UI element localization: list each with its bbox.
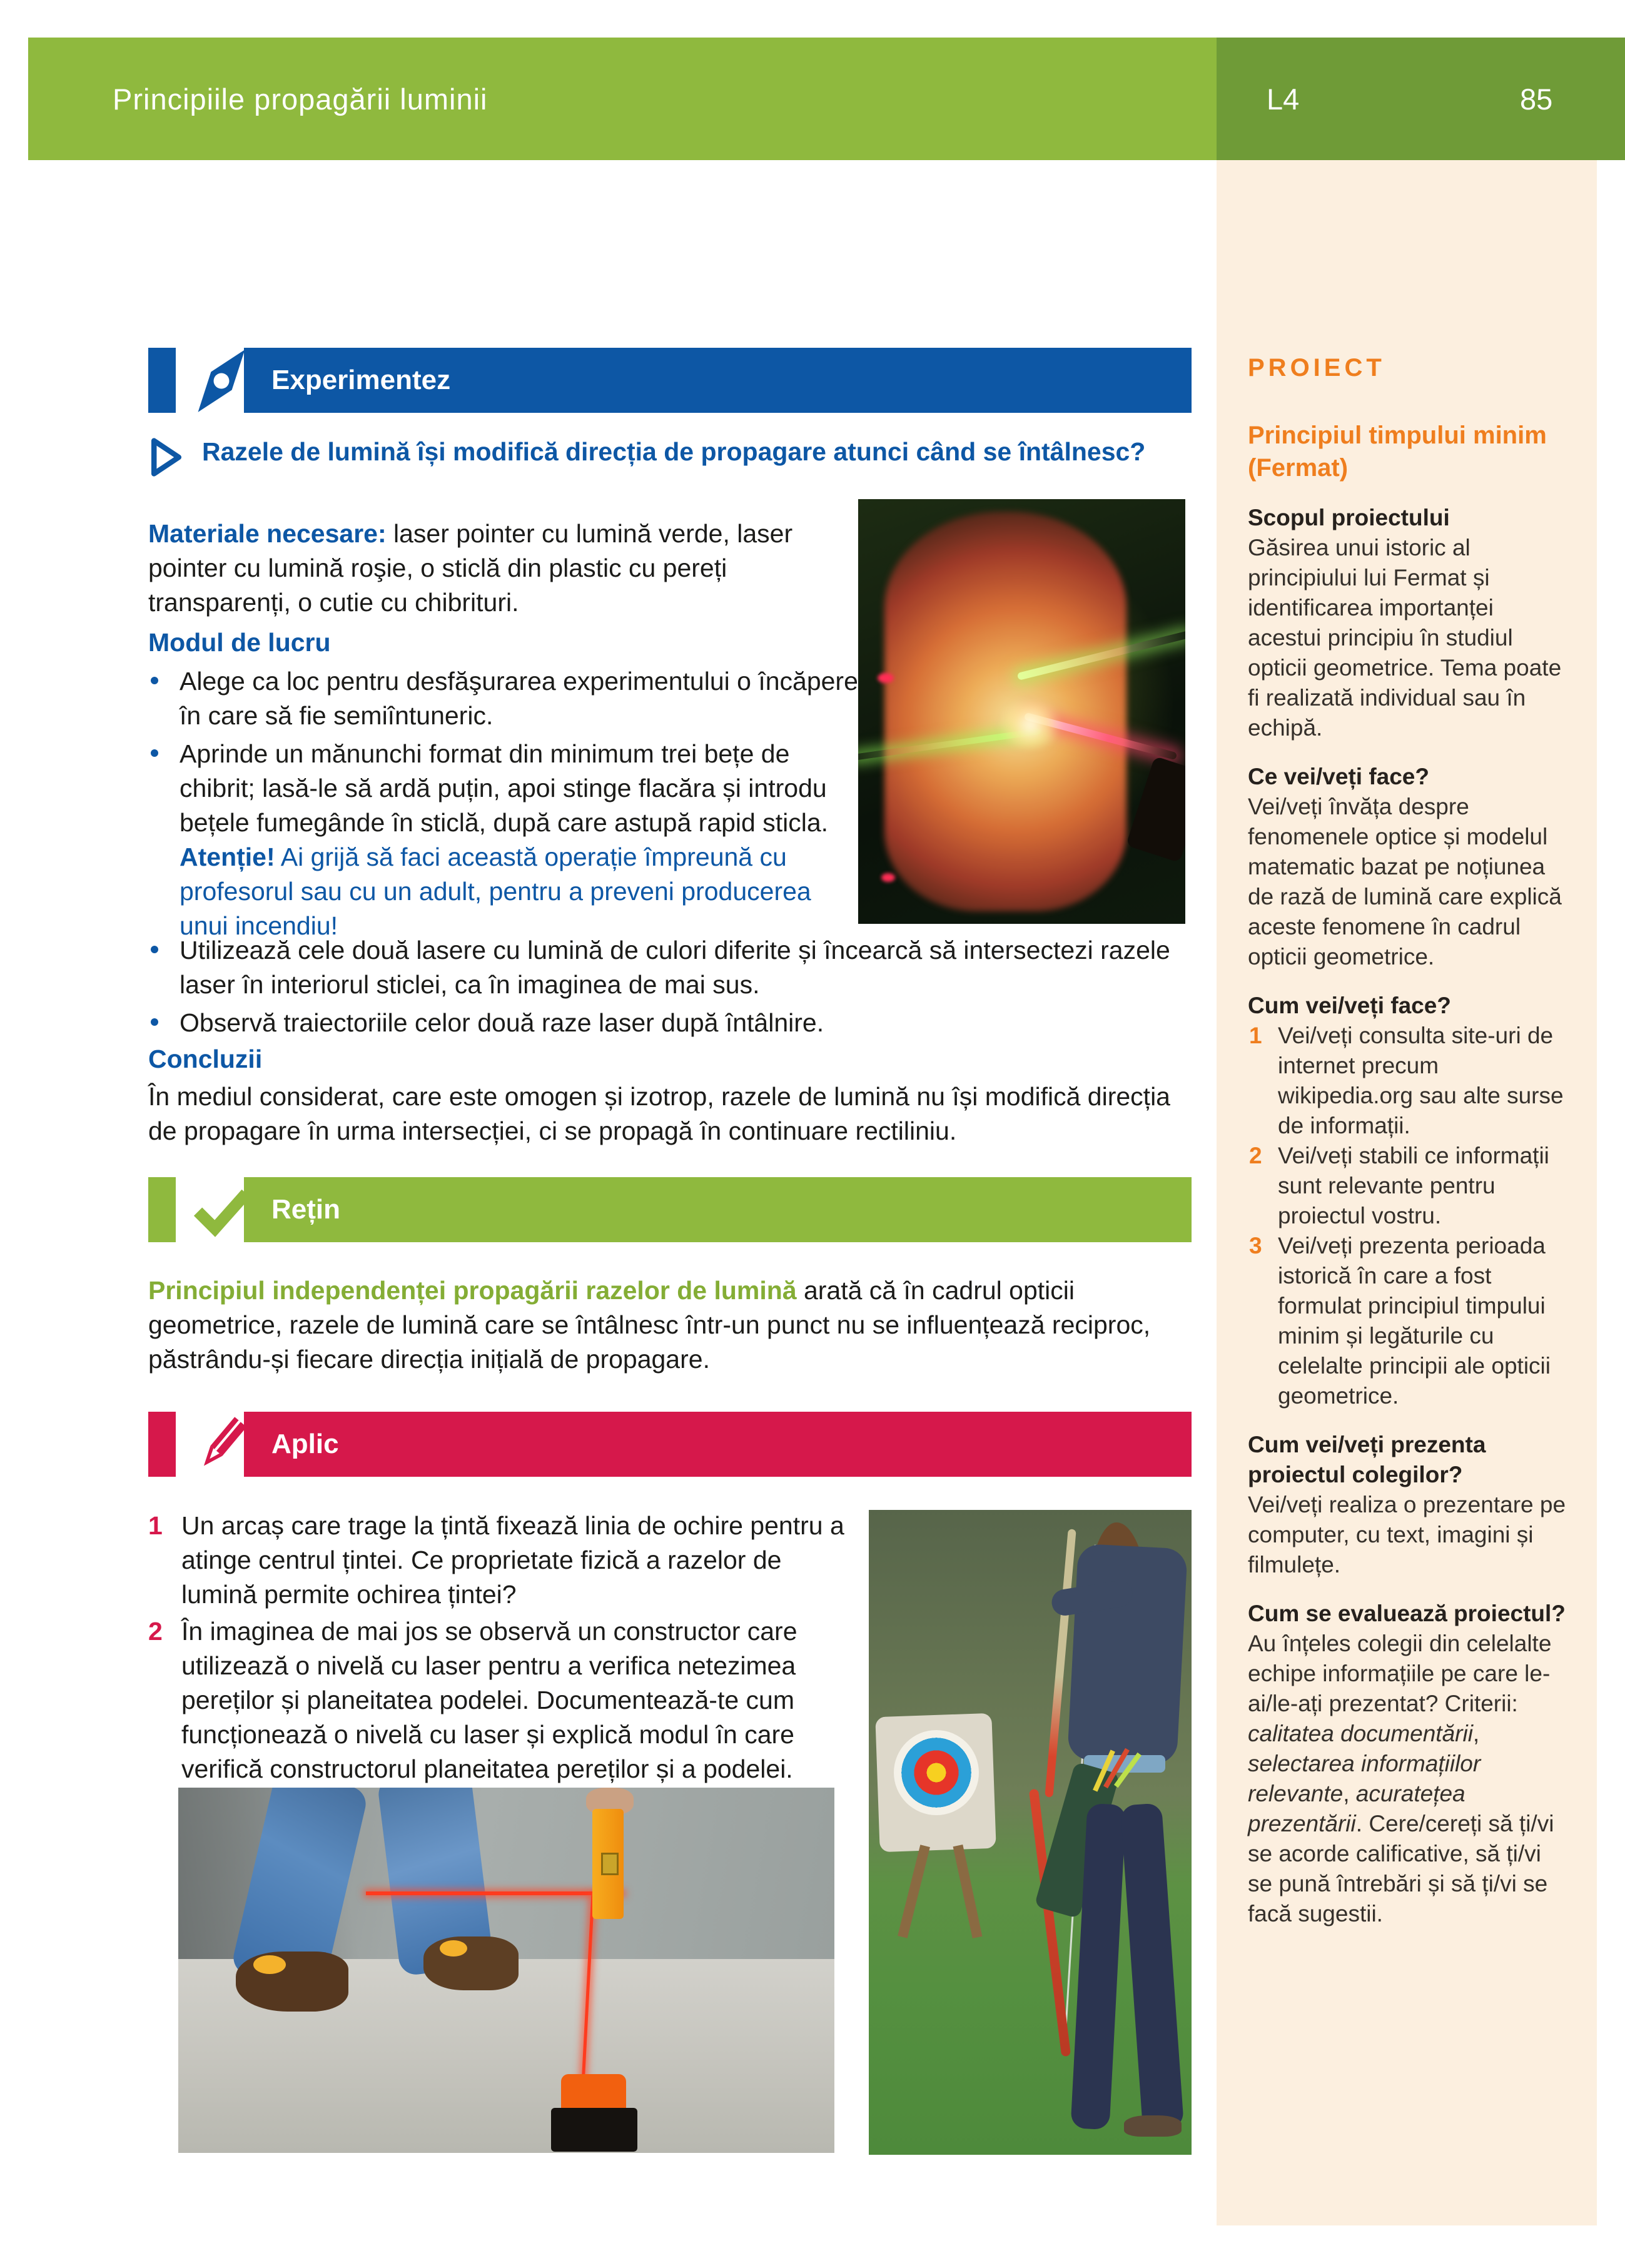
bullet-dot-icon xyxy=(151,946,158,953)
sidebar-text-present: Vei/veți realiza o prezentare pe computer, cu text, imagini și filmulețe. xyxy=(1248,1492,1566,1577)
section-label: Rețin xyxy=(271,1194,340,1225)
step-text: Utilizează cele două lasere cu lumină de culori diferite și încearcă să intersectezi razele laser în interiorul sticlei, ca în imaginea de mai sus. xyxy=(180,936,1170,999)
header-bar xyxy=(28,38,1217,160)
item-number: 2 xyxy=(1249,1143,1262,1168)
archer-torso xyxy=(1067,1544,1188,1765)
sidebar-text-goal: Găsirea unui istoric al principiului lui Fermat și identificarea importanței acestui principiu în studiul opticii geometrice. Tema poate fi realizată individual sau în echipă. xyxy=(1248,535,1562,741)
conclusions-paragraph: În mediul considerat, care este omogen și izotrop, razele de lumină nu își modifică direcția de propagare în urma intersecției, ci se propagă în continuare rectiliniu. xyxy=(148,1082,1170,1145)
beam-intersection-glow xyxy=(996,703,1065,747)
lesson-code: L4 xyxy=(1267,82,1300,116)
bullet-dot-icon xyxy=(151,749,158,757)
triangle-right-icon xyxy=(148,437,185,481)
step-text: Alege ca loc pentru desfăşurarea experimentului o încăpere în care să fie semiîntuneric. xyxy=(180,667,858,730)
item-text: Vei/veți stabili ce informații sunt relevante pentru proiectul vostru. xyxy=(1278,1143,1549,1228)
archer-photo xyxy=(869,1510,1192,2155)
remember-paragraph: Principiul independenței propagării razelor de lumină arată că în cadrul opticii geometrice, razele de lumină care se întâlnesc într-un punct nu se influențează reciproc, păstrându-și fiecare direcția inițială de propagare. xyxy=(148,1276,1151,1374)
section-stub xyxy=(148,1177,176,1242)
sidebar-heading-goal: Scopul proiectului xyxy=(1248,505,1450,530)
red-laser-dot xyxy=(881,873,895,882)
item-text: Vei/veți prezenta perioada istorică în care a fost formulat principiul timpului minim și legăturile cu celelalte principii ale opticii geometrice. xyxy=(1278,1233,1551,1409)
item-number: 1 xyxy=(148,1511,163,1540)
worker-boot xyxy=(423,1936,519,1990)
laser-beams-photo xyxy=(858,499,1185,924)
section-bar-aplic xyxy=(148,1412,1192,1477)
section-stub xyxy=(148,1412,176,1477)
section-ribbon xyxy=(244,1177,1192,1242)
archer-shoe xyxy=(1124,2115,1182,2137)
section-bar-retin xyxy=(148,1177,1192,1242)
worker-boot xyxy=(236,1952,348,2012)
method-heading: Modul de lucru xyxy=(148,628,331,657)
list-item xyxy=(1248,1231,1571,1411)
section-label: Aplic xyxy=(271,1429,339,1459)
header-lesson-block xyxy=(1217,38,1625,160)
apply-items xyxy=(148,1509,858,1789)
target-rings xyxy=(894,1730,979,1815)
item-number: 2 xyxy=(148,1617,163,1646)
sidebar-heading-how: Cum vei/veți face? xyxy=(1248,993,1451,1018)
step-text: Observă traiectoriile celor două raze laser după întâlnire. xyxy=(180,1008,824,1037)
laser-level-photo xyxy=(178,1788,834,2153)
item-text: În imaginea de mai jos se observă un constructor care utilizează o nivelă cu laser pentru a verifica netezimea pereților și planeitatea podelei. Documentează-te cum funcționează o nivelă cu laser și explică modul în care verifică constructorul planeitatea pereților și a podelei. xyxy=(181,1617,797,1783)
list-item xyxy=(148,1614,858,1786)
sidebar-heading-eval: Cum se evaluează proiectul? xyxy=(1248,1601,1566,1626)
experiment-question-row xyxy=(148,435,1192,481)
list-item xyxy=(148,933,1192,1002)
section-ribbon xyxy=(244,348,1192,413)
project-sidebar xyxy=(1217,160,1597,2225)
list-item xyxy=(148,737,858,943)
item-text: Vei/veți consulta site-uri de internet precum wikipedia.org sau alte surse de informații. xyxy=(1278,1023,1564,1138)
boot-patch xyxy=(440,1940,467,1957)
conclusions-heading: Concluzii xyxy=(148,1045,263,1073)
sidebar-how-steps xyxy=(1248,1021,1571,1411)
section-stub xyxy=(148,348,176,413)
bullet-dot-icon xyxy=(151,677,158,684)
sidebar-title: Principiul timpului minim (Fermat) xyxy=(1248,422,1547,482)
sidebar-heading-present: Cum vei/veți prezenta proiectul colegilor? xyxy=(1248,1432,1486,1487)
item-text: Un arcaș care trage la țintă fixează linia de ochire pentru a atinge centrul țintei. Ce proprietate fizică a razelor de lumină permite ochirea țintei? xyxy=(181,1511,844,1609)
list-item xyxy=(148,1509,858,1612)
section-ribbon xyxy=(244,1412,1192,1477)
bullet-dot-icon xyxy=(151,1018,158,1026)
level-vial xyxy=(601,1853,619,1875)
page-title: Principiile propagării luminii xyxy=(113,82,488,116)
section-bar-experimentez xyxy=(148,348,1192,413)
boot-patch xyxy=(253,1955,286,1974)
method-steps-wide xyxy=(148,933,1192,1044)
item-number: 3 xyxy=(1249,1233,1262,1258)
sidebar-heading-what: Ce vei/veți face? xyxy=(1248,764,1429,789)
step-text: Aprinde un mănunchi format din minimum trei bețe de chibrit; lasă-le să ardă puțin, apoi stinge flacăra și introdu bețele fumegânde în sticlă, după care astupă rapid sticla. Atenție! Ai grijă să faci această operație împreună cu profesorul sau cu un adult, pentru a preveni producerea unui incendiu! xyxy=(180,739,829,940)
materials-paragraph: Materiale necesare: laser pointer cu lumină verde, laser pointer cu lumină roşie, o sticlă din plastic cu pereți transparenți, o cutie cu chibrituri. xyxy=(148,519,793,617)
horizontal-laser-line xyxy=(366,1891,624,1895)
list-item xyxy=(1248,1021,1571,1141)
sidebar-text-eval: Au înțeles colegii din celelalte echipe informațiile pe care le-ai/le-ați prezentat? Criterii: calitatea documentării, selectarea informațiilor relevante, acuratețea prezentării. Cere/cereți să ți/vi se acorde calificative, să ți/vi se pună întrebări și să ți/vi se facă sugestii. xyxy=(1248,1631,1554,1926)
list-item xyxy=(148,664,858,733)
list-item xyxy=(1248,1141,1571,1231)
section-label: Experimentez xyxy=(271,365,451,395)
item-number: 1 xyxy=(1249,1023,1262,1048)
method-steps-narrow xyxy=(148,664,858,947)
list-item xyxy=(148,1006,1192,1040)
sidebar-text-what: Vei/veți învăța despre fenomenele optice și modelul matematic bazat pe noțiunea de rază de lumină care explică aceste fenomene în cadrul opticii geometrice. xyxy=(1248,794,1562,969)
laser-device-base xyxy=(551,2108,637,2152)
sidebar-kicker: PROIECT xyxy=(1248,354,1385,382)
experiment-question: Razele de lumină își modifică direcția de propagare atunci când se întâlnesc? xyxy=(202,437,1146,466)
page-number: 85 xyxy=(1520,82,1553,116)
